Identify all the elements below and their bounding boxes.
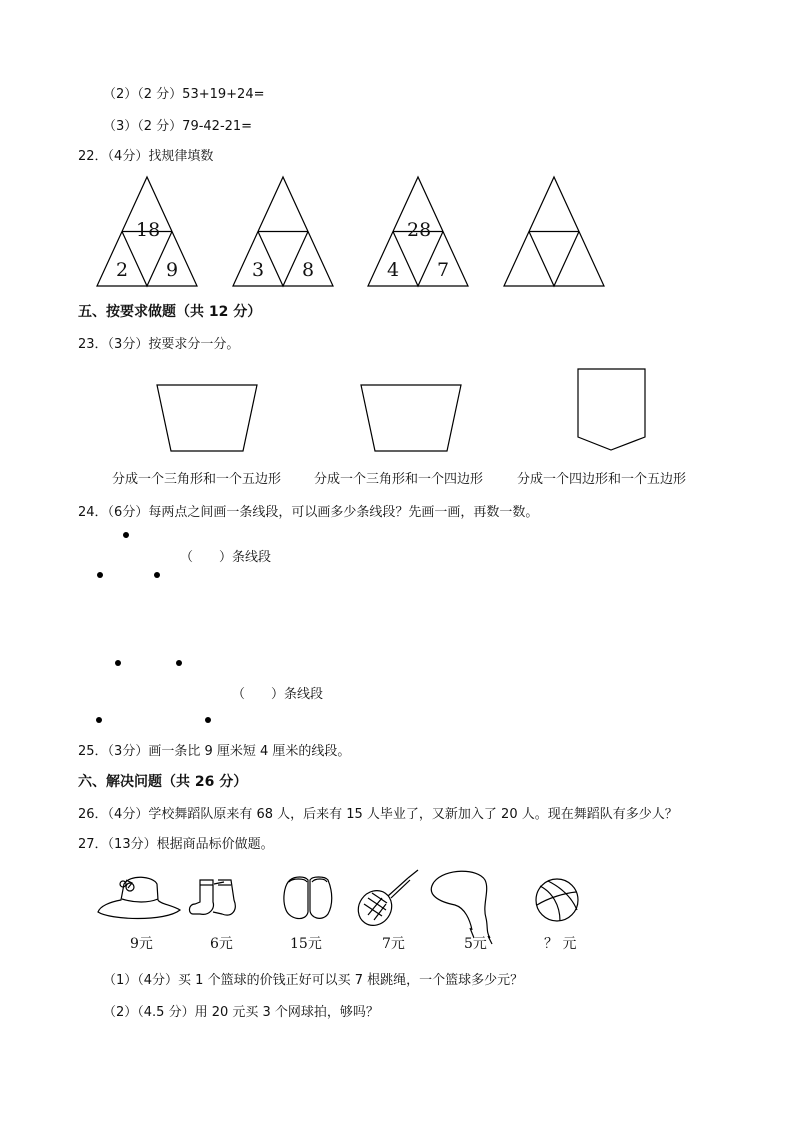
shape-caption-3: 分成一个四边形和一个五边形 [517,472,687,487]
price-socks: 6元 [210,936,233,952]
section6-heading: 六、解决问题（共 26 分） [78,774,248,790]
price-basketball: ？ 元 [544,936,577,952]
price-hat: 9元 [130,936,153,952]
q23-title: 23．（3分）按要求分一分。 [78,337,240,352]
price-tennis-racket: 7元 [382,936,405,952]
triangle3-left-number: 4 [387,259,400,281]
number-triangle-4 [504,177,604,286]
triangle2-left-number: 3 [252,259,265,281]
hat-icon [98,877,180,918]
tennis-racket-icon [352,870,418,932]
triangle1-left-number: 2 [116,259,129,281]
q24-title: 24．（6分）每两点之间画一条线段，可以画多少条线段？先画一画，再数一数。 [78,505,539,520]
q22-title: 22．（4分）找规律填数 [78,149,214,164]
segment-count-2: （ ）条线段 [232,687,324,702]
gloves-icon [284,877,332,919]
triangle3-top-number: 28 [407,219,432,241]
section5-heading: 五、按要求做题（共 12 分） [78,304,262,320]
pentagon-shape [578,369,645,450]
number-triangle-2 [233,177,333,286]
q21-part2: （2）（2 分）53+19+24= [103,87,265,102]
price-gloves: 15元 [290,936,322,952]
q27-part1: （1）（4分）买 1 个篮球的价钱正好可以买 7 根跳绳，一个篮球多少元？ [103,973,524,988]
price-jump-rope: 5元 [464,936,487,952]
triangle2-right-number: 8 [302,259,315,281]
triangle3-right-number: 7 [437,259,450,281]
trapezoid-shape-1 [157,385,257,451]
q21-part3: （3）（2 分）79-42-21= [103,119,253,134]
q25-title: 25．（3分）画一条比 9 厘米短 4 厘米的线段。 [78,744,351,759]
q26-title: 26．（4分）学校舞蹈队原来有 68 人，后来有 15 人毕业了，又新加入了 20 人。现在舞蹈队有多少人？ [78,807,678,822]
shape-caption-2: 分成一个三角形和一个四边形 [314,472,484,487]
segment-count-1: （ ）条线段 [180,550,272,565]
dot-group-2 [96,660,211,723]
trapezoid-shape-2 [361,385,461,451]
socks-icon [189,880,235,915]
triangle1-top-number: 18 [136,219,161,241]
q27-part2: （2）（4.5 分）用 20 元买 3 个网球拍，够吗？ [103,1005,379,1020]
basketball-icon [536,879,578,921]
dot-group-1 [97,532,160,578]
q27-title: 27．（13分）根据商品标价做题。 [78,837,274,852]
triangle1-right-number: 9 [166,259,179,281]
shape-caption-1: 分成一个三角形和一个五边形 [112,472,282,487]
